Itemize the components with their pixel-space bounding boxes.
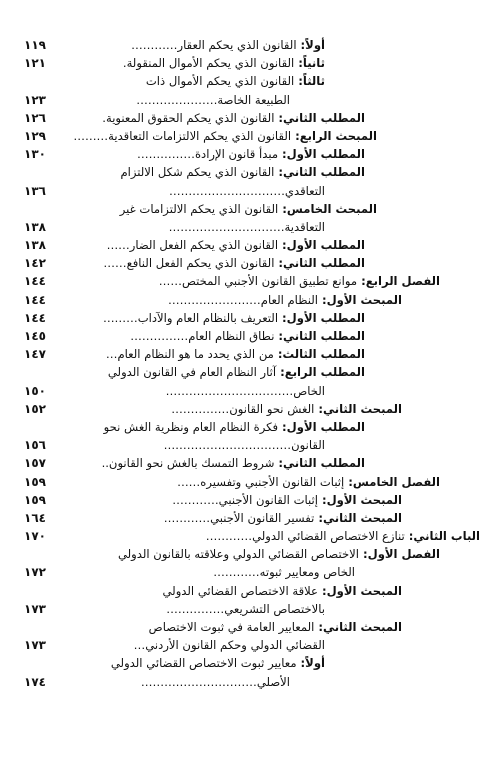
toc-page-number: ١٤٤ (24, 292, 46, 307)
toc-entry-heading: الفصل الرابع: (361, 274, 440, 289)
toc-page-number: ١٤٥ (24, 329, 46, 343)
toc-entry-text (100, 345, 365, 363)
toc-entry-text (100, 527, 480, 545)
toc-page-number: ١٧٤ (24, 674, 46, 689)
toc-entry (0, 582, 500, 600)
toc-entry-heading: المطلب الأول: (282, 310, 365, 325)
toc-entry-text (100, 436, 325, 454)
toc-entry (0, 509, 500, 527)
toc-entry-title: القانون…………………………… (163, 438, 325, 453)
toc-entry (0, 345, 500, 363)
toc-entry (0, 473, 500, 491)
toc-page-number: ١٣٨ (24, 238, 46, 253)
toc-entry-text (73, 127, 377, 145)
toc-entry-text (100, 509, 402, 527)
toc-page-number: ١٧٣ (24, 638, 46, 653)
toc-entry (0, 654, 500, 672)
toc-entry (0, 491, 500, 509)
toc-entry (0, 218, 500, 236)
toc-entry-heading: المطلب الثاني: (278, 329, 365, 343)
toc-entry-text (100, 200, 377, 218)
toc-entry (0, 163, 500, 181)
toc-entry (0, 72, 500, 90)
toc-entry-title: القانون الذي يحكم الفعل الضار…… (106, 238, 279, 253)
toc-entry-text (100, 618, 402, 636)
toc-page-number: ١٧٣ (24, 601, 46, 616)
toc-entry-title: تنازع الاختصاص القضائي الدولي………… (205, 529, 405, 544)
toc-entry-heading: المبحث الثاني: (318, 401, 402, 416)
toc-entry (0, 618, 500, 636)
toc-entry-title: التعريف بالنظام العام والآداب……… (102, 310, 279, 325)
toc-entry-text (100, 145, 365, 163)
toc-entry-title: الاختصاص القضائي الدولي وعلاقته بالقانون الدولي (117, 547, 359, 562)
toc-entry-heading: المبحث الأول: (321, 492, 402, 507)
toc-entry-title: بالاختصاص التشريعي…………… (166, 601, 325, 616)
toc-entry-heading: المطلب الأول: (282, 147, 365, 162)
toc-entry (0, 454, 500, 472)
toc-entry-text (100, 418, 365, 436)
toc-entry (0, 291, 500, 309)
toc-entry-title: مبدأ قانون الإرادة…………… (136, 147, 279, 162)
toc-entry-title: القانون الذي يحكم الأموال المنقولة. (122, 56, 295, 71)
toc-entry-title: موانع تطبيق القانون الأجنبي المختص…… (158, 274, 358, 289)
toc-page-number: ١١٩ (24, 38, 46, 52)
toc-entry-title: الطبيعة الخاصة………………… (136, 92, 290, 107)
toc-entry-text (100, 673, 290, 691)
toc-entry-title: الغش نحو القانون…………… (171, 401, 315, 416)
toc-entry (0, 91, 500, 109)
toc-page-number: ١٣٨ (24, 219, 46, 234)
toc-entry-title: القانون الذي يحكم الأموال ذات (145, 74, 295, 89)
toc-entry-text (100, 218, 325, 236)
toc-entry (0, 109, 500, 127)
toc-entry (0, 272, 500, 290)
toc-entry (0, 236, 500, 254)
toc-entry-title: تفسير القانون الأجنبي………… (163, 510, 315, 525)
toc-page-number: ١٤٤ (24, 310, 46, 325)
toc-entry-title: من الذي يحدد ما هو النظام العام… (105, 347, 274, 362)
toc-entry-heading: المبحث الأول: (321, 292, 402, 307)
toc-entry-heading: المبحث الخامس: (282, 201, 377, 216)
toc-entry-heading: المطلب الأول: (282, 238, 365, 253)
toc-entry-heading: ثالثاً: (298, 74, 325, 89)
toc-page-number: ١٥٩ (24, 492, 46, 507)
toc-entry-text (100, 36, 325, 54)
toc-page-number: ١٣٦ (24, 183, 46, 198)
toc-page-number: ١٤٧ (24, 347, 46, 362)
toc-entry-text (100, 54, 325, 72)
toc-entry (0, 363, 500, 381)
toc-page-number: ١٣٠ (24, 147, 46, 162)
toc-entry (0, 436, 500, 454)
toc-page-number: ١٦٤ (24, 510, 46, 525)
toc-entry-title: التعاقدية………………………… (168, 219, 325, 234)
toc-page-number: ١٥٦ (24, 438, 46, 453)
toc-entry (0, 382, 500, 400)
toc-entry-text (100, 309, 365, 327)
toc-entry-text (100, 545, 440, 563)
toc-entry-title: نطاق النظام العام…………… (130, 329, 275, 343)
toc-entry-heading: المطلب الثاني: (278, 256, 365, 271)
toc-entry (0, 400, 500, 418)
toc-entry-text (100, 182, 325, 200)
toc-entry-title: شروط التمسك بالغش نحو القانون.. (101, 456, 275, 471)
toc-entry (0, 200, 500, 218)
toc-entry (0, 327, 500, 345)
toc-entry-title: القانون الذي يحكم الحقوق المعنوية. (102, 110, 275, 125)
toc-page-number: ١٢٩ (24, 128, 46, 143)
toc-entry-heading: المبحث الثاني: (318, 510, 402, 525)
toc-entry-text (100, 363, 365, 381)
toc-entry-heading: الباب الثاني: (408, 529, 480, 544)
toc-entry-heading: أولاً: (300, 656, 325, 671)
toc-entry-heading: المبحث الأول: (321, 583, 402, 598)
toc-entry-text (100, 582, 402, 600)
toc-entry-text (100, 454, 365, 472)
toc-entry-heading: الفصل الخامس: (348, 474, 440, 489)
toc-entry-heading: المبحث الثاني: (318, 620, 402, 634)
toc-entry (0, 36, 500, 54)
toc-entry-title: إثبات القانون الأجنبي………… (172, 492, 318, 507)
toc-entry-title: فكرة النظام العام ونظرية الغش نحو (103, 419, 279, 434)
toc-entry (0, 600, 500, 618)
toc-entry-heading: المطلب الثاني: (278, 456, 365, 471)
toc-entry-text (100, 563, 355, 581)
toc-entry-title: القانون الذي يحكم شكل الالتزام (120, 165, 275, 180)
toc-page-number: ١٥٢ (24, 401, 46, 416)
toc-entry-text (100, 600, 325, 618)
toc-page-number: ١٥٠ (24, 383, 46, 398)
toc-entry-text (100, 382, 325, 400)
toc-entry-heading: أولاً: (300, 38, 325, 52)
toc-entry (0, 673, 500, 691)
toc-entry-heading: المبحث الرابع: (295, 128, 377, 143)
toc-entry-title: آثار النظام العام في القانون الدولي (107, 365, 277, 380)
toc-entry-text (100, 291, 402, 309)
toc-entry (0, 54, 500, 72)
toc-entry (0, 636, 500, 654)
toc-entry (0, 418, 500, 436)
toc-entry-text (100, 91, 290, 109)
toc-entry-title: معايير ثبوت الاختصاص القضائي الدولي (110, 656, 297, 671)
toc-entry-text (100, 327, 365, 345)
toc-page-number: ١٢٦ (24, 110, 46, 125)
toc-entry (0, 145, 500, 163)
toc-page-number: ١٥٩ (24, 474, 46, 489)
toc-entry-text (100, 109, 365, 127)
toc-entry (0, 527, 500, 545)
toc-entry-text (100, 163, 365, 181)
toc-page-number: ١٧٠ (24, 529, 46, 544)
toc-entry-title: التعاقدي………………………… (168, 183, 325, 198)
toc-entry-text (100, 236, 365, 254)
toc-entry-title: القانون الذي يحكم العقار………… (131, 38, 297, 52)
toc-page-number: ١٤٤ (24, 274, 46, 289)
toc-entry (0, 127, 500, 145)
toc-entry-text (100, 72, 325, 90)
toc-entry-text (100, 491, 402, 509)
toc-entry-text (100, 254, 365, 272)
toc-entry-text (100, 473, 440, 491)
toc-entry-title: علاقة الاختصاص القضائي الدولي (162, 583, 318, 598)
toc-entry (0, 182, 500, 200)
toc-entry-title: القضائي الدولي وحكم القانون الأردني… (133, 638, 325, 653)
toc-entry (0, 545, 500, 563)
toc-entry-heading: الفصل الأول: (363, 547, 440, 562)
toc-entry-title: القانون الذي يحكم الالتزامات غير (119, 201, 279, 216)
table-of-contents (0, 36, 500, 769)
toc-entry (0, 254, 500, 272)
toc-entry-text (100, 654, 325, 672)
toc-entry-title: المعايير العامة في ثبوت الاختصاص (148, 620, 315, 634)
toc-entry-title: الخاص ومعايير ثبوته………… (213, 565, 355, 580)
toc-page-number: ١٤٢ (24, 256, 46, 271)
toc-entry-title: الأصلي………………………… (140, 674, 290, 689)
toc-entry-title: إثبات القانون الأجنبي وتفسيره…… (177, 474, 345, 489)
toc-entry (0, 309, 500, 327)
toc-entry-heading: المطلب الثاني: (278, 165, 365, 180)
toc-entry-heading: ثانياً: (298, 56, 325, 71)
toc-entry-title: النظام العام…………………… (168, 292, 318, 307)
toc-entry-title: القانون الذي يحكم الفعل النافع…… (103, 256, 275, 271)
toc-page-number: ١٧٢ (24, 565, 46, 580)
toc-entry-title: القانون الذي يحكم الالتزامات التعاقدية……… (73, 128, 292, 143)
toc-entry-text (100, 636, 325, 654)
toc-page-number: ١٢١ (24, 56, 46, 71)
toc-entry-title: الخاص…………………………… (165, 383, 325, 398)
toc-entry-heading: المطلب الأول: (282, 419, 365, 434)
toc-entry-heading: المطلب الرابع: (280, 365, 365, 380)
toc-page-number: ١٢٣ (24, 92, 46, 107)
toc-entry-text (100, 400, 402, 418)
toc-entry-heading: المطلب الثالث: (277, 347, 365, 362)
toc-entry-text (100, 272, 440, 290)
toc-entry-heading: المطلب الثاني: (278, 110, 365, 125)
toc-entry (0, 563, 500, 581)
toc-page-number: ١٥٧ (24, 456, 46, 471)
